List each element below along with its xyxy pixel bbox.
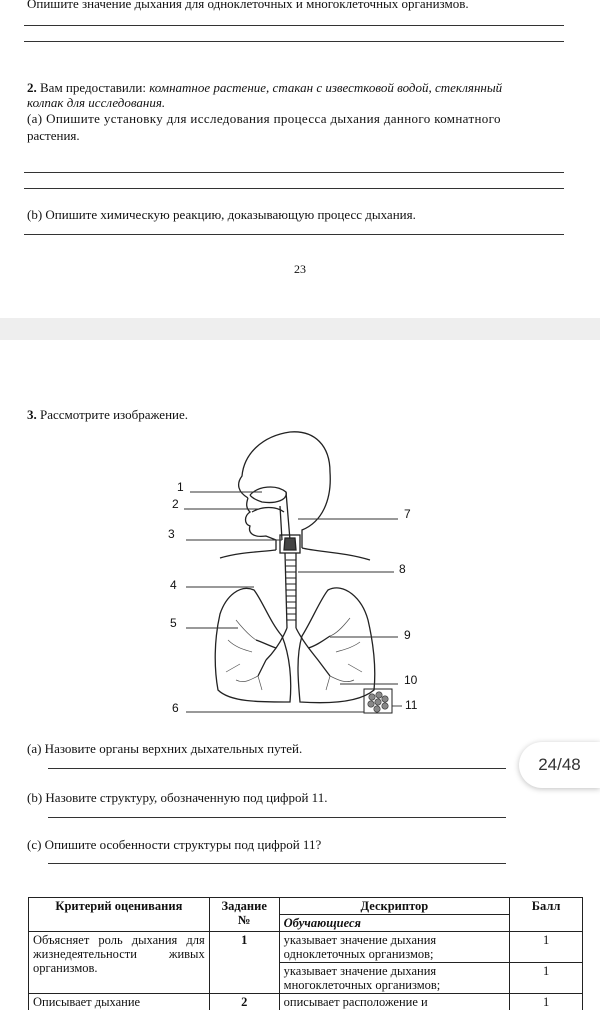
question-2b: (b) Опишите химическую реакцию, доказывающую процесс дыхания. <box>27 207 416 222</box>
answer-line <box>24 188 564 189</box>
row1-descriptor-1-line2: одноклеточных организмов; <box>283 947 434 961</box>
row1-descriptor-2-line1: указывает значение дыхания <box>283 964 437 978</box>
header-criterion: Критерий оценивания <box>29 898 210 932</box>
page-23 <box>0 0 600 318</box>
pharynx <box>280 492 290 540</box>
page-indicator: 24/48 <box>519 742 600 788</box>
header-descriptor: Дескриптор <box>279 898 509 915</box>
answer-line <box>24 25 564 26</box>
row1-score-2: 1 <box>510 963 583 994</box>
label-2: 2 <box>172 497 179 511</box>
label-5: 5 <box>170 616 177 630</box>
row1-descriptor-1-line1: указывает значение дыхания <box>283 933 437 947</box>
row1-descriptor-1 <box>279 932 509 963</box>
shoulder-left <box>220 550 276 558</box>
question-1-tail: Опишите значение дыхания для одноклеточных и многоклеточных организмов. <box>27 0 469 11</box>
assessment-table <box>28 897 583 1010</box>
table-row <box>29 932 583 963</box>
tracheal-rings <box>286 560 296 620</box>
answer-line <box>48 863 506 864</box>
row1-descriptor-2-line2: многоклеточных организмов; <box>283 978 441 992</box>
label-1: 1 <box>177 480 184 494</box>
row1-score-1: 1 <box>510 932 583 963</box>
question-2-items-cont: колпак для исследования. <box>27 95 166 110</box>
subheader-students: Обучающиеся <box>279 915 509 932</box>
row1-descriptor-2 <box>279 963 509 994</box>
row2-score: 1 <box>510 994 583 1010</box>
question-3-text: Рассмотрите изображение. <box>40 407 189 422</box>
header-task <box>209 898 279 932</box>
question-2-lead: Вам предоставили: <box>40 80 146 95</box>
question-3c: (c) Опишите особенности структуры под цифрой 11? <box>27 837 322 852</box>
page-separator <box>0 318 600 340</box>
answer-line <box>24 172 564 173</box>
alveoli <box>368 692 388 712</box>
row1-task: 1 <box>209 932 279 994</box>
label-3: 3 <box>168 527 175 541</box>
label-7: 7 <box>404 507 411 521</box>
label-10: 10 <box>404 673 418 687</box>
bronchus-right <box>296 628 330 676</box>
table-header-row <box>29 898 583 915</box>
answer-line <box>48 817 506 818</box>
answer-line <box>24 234 564 235</box>
oral-cavity <box>252 508 284 513</box>
row2-criterion: Описывает дыхание <box>29 994 210 1010</box>
answer-line <box>48 768 506 769</box>
label-11: 11 <box>405 698 418 712</box>
head-outline <box>239 432 331 548</box>
question-2-line-1 <box>27 80 502 95</box>
question-2-items: комнатное растение, стакан с известковой водой, стеклянный <box>149 80 503 95</box>
question-3b: (b) Назовите структуру, обозначенную под цифрой 11. <box>27 790 328 805</box>
respiratory-system-diagram <box>160 420 430 720</box>
question-2a: (a) Опишите установку для исследования процесса дыхания данного комнатного <box>27 111 501 126</box>
row2-task: 2 <box>209 994 279 1010</box>
header-task-line1: Задание <box>221 899 267 913</box>
larynx <box>284 538 296 550</box>
face-outline <box>246 498 277 550</box>
label-6: 6 <box>172 701 179 715</box>
answer-line <box>24 41 564 42</box>
table-row <box>29 994 583 1010</box>
header-task-line2: № <box>237 913 251 927</box>
shoulder-right <box>302 548 370 560</box>
label-8: 8 <box>399 562 406 576</box>
page-number: 23 <box>294 262 306 276</box>
row2-descriptor: описывает расположение и <box>279 994 509 1010</box>
question-2a-cont: растения. <box>27 128 80 143</box>
label-4: 4 <box>170 578 177 592</box>
bronchus-left <box>256 628 287 676</box>
row1-criterion: Объясняет роль дыхания для жизнедеятельности живых организмов. <box>29 932 210 994</box>
bronchioles <box>226 618 362 690</box>
question-3-number: 3. <box>27 407 37 422</box>
left-lung <box>215 588 291 702</box>
question-2-number: 2. <box>27 80 37 95</box>
question-3a: (a) Назовите органы верхних дыхательных путей. <box>27 741 303 756</box>
header-score: Балл <box>510 898 583 932</box>
nasal-cavity <box>250 487 286 503</box>
right-lung <box>298 588 375 703</box>
label-9: 9 <box>404 628 411 642</box>
